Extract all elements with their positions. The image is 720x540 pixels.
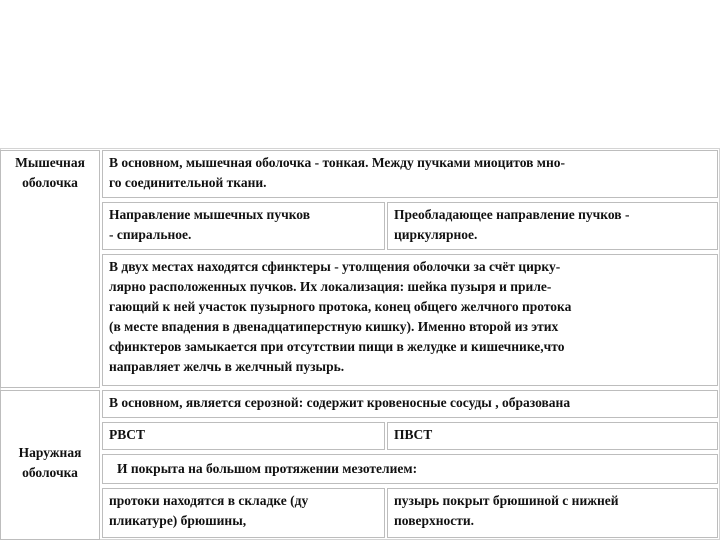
outer-intro-text: В основном, является серозной: содержит кровеносные сосуды , образована xyxy=(102,390,718,418)
muscular-layer-label: Мышечная оболочка xyxy=(0,150,100,388)
muscular-intro-text: В основном, мышечная оболочка - тонкая. Между пучками миоцитов мно- го соединительной ткани. xyxy=(102,150,718,198)
tissue-pvst: ПВСТ xyxy=(387,422,718,450)
bladder-peritoneum-text: пузырь покрыт брюшиной с нижней поверхности. xyxy=(387,488,718,538)
outer-layer-label: Наружная оболочка xyxy=(0,390,100,540)
tissue-rvst: РВСТ xyxy=(102,422,385,450)
muscle-direction-spiral: Направление мышечных пучков - спиральное. xyxy=(102,202,385,250)
sphincters-text: В двух местах находятся сфинктеры - утолщения оболочки за счёт цирку- лярно расположенных пучков. Их локализация: шейка пузыря и приле- гающий к ней участок пузырного протока, конец общего желчного протока (в месте впадения в двенадцатиперстную кишку). Именно второй из этих сфинктеров замыкается при отсутствии пищи в желудке и кишечнике,что направляет желчь в желчный пузырь. xyxy=(102,254,718,386)
muscle-direction-circular: Преобладающее направление пучков - циркулярное. xyxy=(387,202,718,250)
mesothelium-text: И покрыта на большом протяжении мезотелием: xyxy=(102,454,718,484)
ducts-peritoneum-text: протоки находятся в складке (ду пликатуре) брюшины, xyxy=(102,488,385,538)
